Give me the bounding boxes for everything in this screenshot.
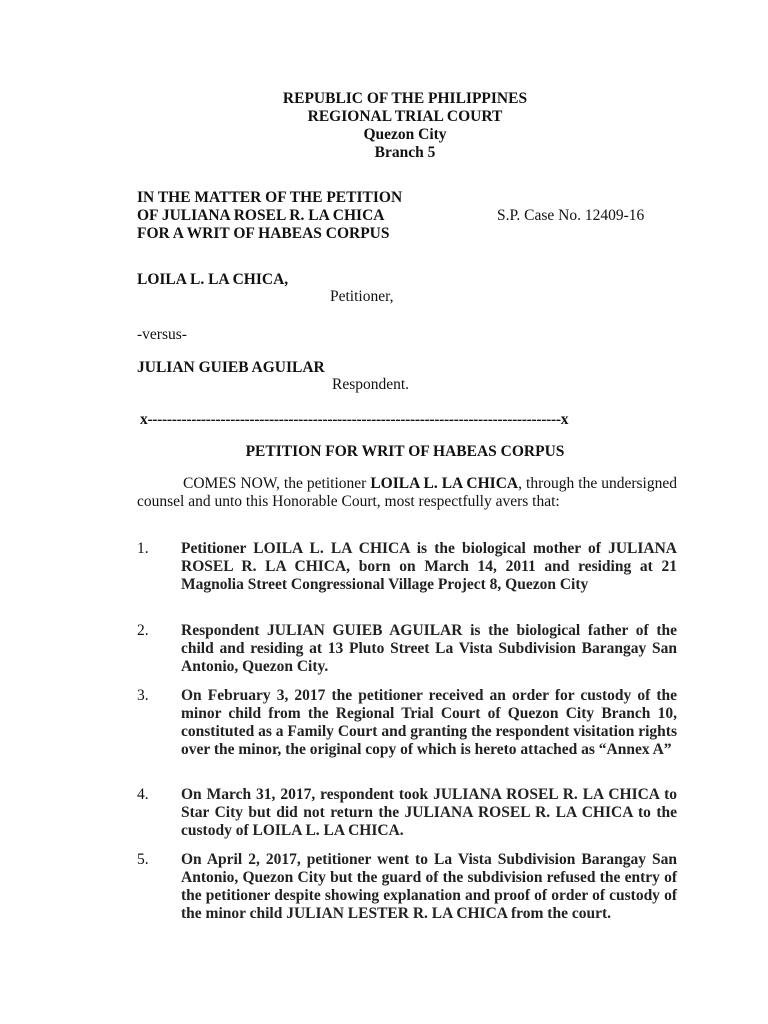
numbered-paragraph — [137, 687, 677, 759]
intro-after: , through the undersigned counsel and unto this Honorable Court, most respectfully avers that: — [137, 475, 677, 510]
paragraph-text: Petitioner LOILA L. LA CHICA is the biological mother of JULIANA ROSEL R. LA CHICA, born on March 14, 2011 and residing at 21 Magnolia Street Congressional Village Project 8, Quezon City — [181, 540, 677, 593]
intro-before: COMES NOW, the petitioner — [183, 475, 371, 492]
paragraph-text: On April 2, 2017, petitioner went to La Vista Subdivision Barangay San Antonio, Quezon City but the guard of the subdivision refused the entry of the petitioner despite showing explanation and proof of order of custody of the minor child JULIAN LESTER R. LA CHICA from the court. — [181, 851, 677, 922]
case-number: S.P. Case No. 12409-16 — [497, 207, 645, 224]
header-court: REGIONAL TRIAL COURT — [307, 108, 503, 125]
header-branch: Branch 5 — [374, 144, 436, 161]
paragraph-number: 1. — [137, 540, 149, 557]
caption-line-3: FOR A WRIT OF HABEAS CORPUS — [137, 225, 390, 242]
paragraph-text: Respondent JULIAN GUIEB AGUILAR is the biological father of the child and residing at 13 Pluto Street La Vista Subdivision Barangay San Antonio, Quezon City. — [181, 622, 677, 675]
court-header — [0, 90, 768, 162]
paragraph-number: 2. — [137, 622, 149, 639]
petitioner-role: Petitioner, — [330, 288, 394, 305]
caption-line-1: IN THE MATTER OF THE PETITION — [137, 189, 403, 206]
versus-label: -versus- — [137, 326, 187, 343]
numbered-paragraph — [137, 622, 677, 676]
paragraph-number: 3. — [137, 687, 149, 704]
respondent-role: Respondent. — [332, 376, 410, 393]
header-city: Quezon City — [363, 126, 447, 143]
numbered-paragraph — [137, 540, 677, 594]
divider-line: x-------------------------------------------------------------------------------------x — [140, 411, 569, 428]
case-caption — [137, 189, 402, 243]
paragraph-text: On February 3, 2017 the petitioner received an order for custody of the minor child from the Regional Trial Court of Quezon City Branch 10, constituted as a Family Court and granting the respondent visitation rights over the minor, the original copy of which is hereto attached as “Annex A” — [181, 687, 677, 758]
header-republic: REPUBLIC OF THE PHILIPPINES — [282, 90, 528, 107]
respondent-name: JULIAN GUIEB AGUILAR — [137, 359, 325, 376]
numbered-paragraph — [137, 851, 677, 923]
intro-petitioner-name: LOILA L. LA CHICA — [370, 475, 519, 492]
paragraph-number: 5. — [137, 851, 149, 868]
paragraph-number: 4. — [137, 786, 149, 803]
petitioner-name: LOILA L. LA CHICA, — [137, 271, 289, 288]
paragraph-text: On March 31, 2017, respondent took JULIANA ROSEL R. LA CHICA to Star City but did not return the JULIANA ROSEL R. LA CHICA to the custody of LOILA L. LA CHICA. — [181, 786, 677, 839]
document-title: PETITION FOR WRIT OF HABEAS CORPUS — [245, 443, 565, 460]
intro-paragraph — [137, 475, 677, 511]
caption-line-2: OF JULIANA ROSEL R. LA CHICA — [137, 207, 385, 224]
numbered-paragraph — [137, 786, 677, 840]
